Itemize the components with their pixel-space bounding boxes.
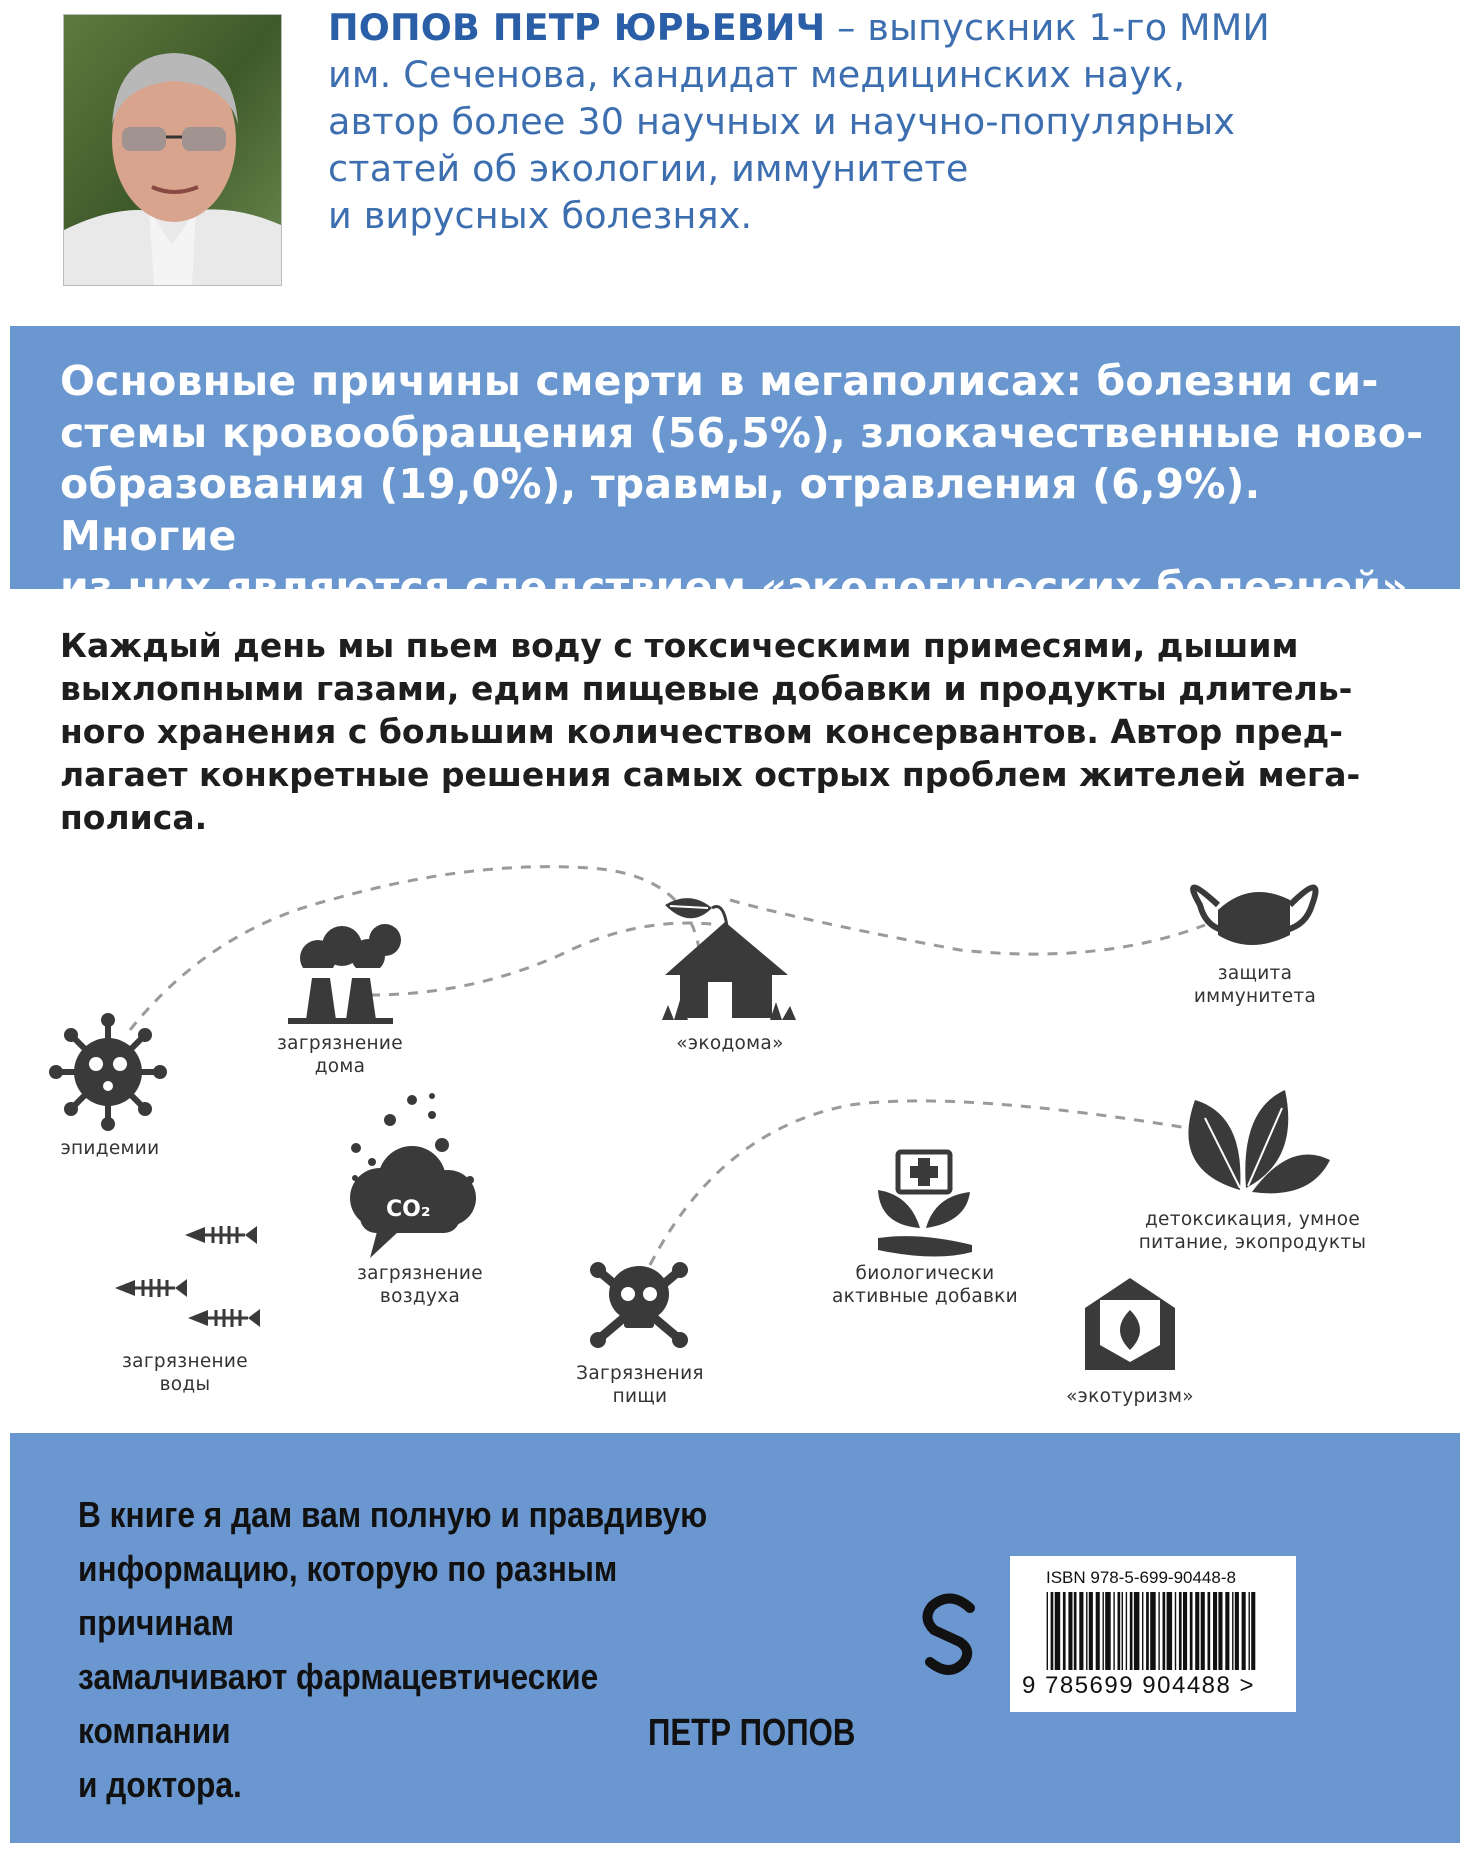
barcode-bar <box>1213 1592 1217 1670</box>
barcode-bar <box>1063 1592 1066 1670</box>
co2-label: CO₂ <box>386 1197 431 1222</box>
intro-paragraph <box>60 624 1450 839</box>
barcode-bar <box>1249 1592 1250 1670</box>
intro-line: полиса. <box>60 798 208 837</box>
label-line: Загрязнения <box>576 1363 704 1384</box>
infographic <box>0 840 1470 1425</box>
label-line: «экотуризм» <box>1066 1386 1194 1407</box>
label-ecotourism <box>1050 1385 1210 1408</box>
barcode-bar <box>1158 1592 1159 1670</box>
label-air-pollution <box>335 1262 505 1308</box>
barcode-bar <box>1235 1592 1239 1670</box>
author-bio-line: статей об экологии, иммунитете <box>328 147 969 190</box>
barcode-bar <box>1142 1592 1143 1670</box>
barcode-bar <box>1068 1592 1072 1670</box>
barcode-bar <box>1179 1592 1182 1670</box>
barcode-bar <box>1086 1592 1087 1670</box>
label-home-pollution <box>255 1032 425 1078</box>
barcode-bar <box>1150 1592 1156 1670</box>
barcode-bar <box>1134 1592 1140 1670</box>
stats-line: образования (19,0%), травмы, отравления (6,9%). Многие <box>60 460 1261 560</box>
stats-text <box>60 356 1450 614</box>
factory-icon <box>288 924 401 1024</box>
barcode-bar <box>1232 1592 1233 1670</box>
author-bio <box>328 4 1438 239</box>
barcode-bar <box>1163 1592 1166 1670</box>
intro-line: ного хранения с большим количеством консервантов. Автор пред- <box>60 712 1343 751</box>
barcode-bar <box>1126 1592 1127 1670</box>
label-detox <box>1135 1208 1370 1254</box>
label-line: пищи <box>612 1386 668 1407</box>
barcode-bar <box>1167 1592 1173 1670</box>
mask-icon <box>1193 888 1315 946</box>
label-line: «экодома» <box>676 1033 784 1054</box>
label-immunity <box>1165 962 1345 1008</box>
barcode-bar <box>1195 1592 1199 1670</box>
fish-skeleton-icon <box>115 1226 260 1327</box>
publisher-logo-icon <box>920 1590 982 1680</box>
label-eco-homes <box>640 1032 820 1055</box>
author-bio-line: и вирусных болезнях. <box>328 194 753 237</box>
barcode-bar <box>1079 1592 1083 1670</box>
dashed-path-top <box>130 867 700 1030</box>
eco-house-icon <box>662 898 796 1020</box>
author-quote <box>78 1488 747 1812</box>
barcode-bar <box>1175 1592 1176 1670</box>
barcode-digits: 9 785699 904488 > <box>1022 1672 1256 1699</box>
barcode-bar <box>1190 1592 1193 1670</box>
supplements-icon <box>878 1152 972 1257</box>
barcode-bar <box>1051 1592 1054 1670</box>
author-bio-line: – выпускник 1-го ММИ <box>825 6 1270 49</box>
author-photo <box>63 14 282 286</box>
barcode-bar <box>1251 1592 1255 1670</box>
barcode-bar <box>1130 1592 1133 1670</box>
skull-icon <box>590 1262 688 1348</box>
envelope-leaf-icon <box>1085 1278 1175 1370</box>
label-line: эпидемии <box>60 1138 160 1159</box>
barcode-bar <box>1113 1592 1114 1670</box>
barcode-bar <box>1146 1592 1149 1670</box>
label-supplements <box>815 1262 1035 1308</box>
label-line: воды <box>159 1374 211 1395</box>
barcode-bar <box>1089 1592 1093 1670</box>
intro-line: Каждый день мы пьем воду с токсическими примесями, дышим <box>60 626 1299 665</box>
virus-icon <box>49 1013 167 1131</box>
author-signature: ПЕТР ПОПОВ <box>648 1712 856 1754</box>
quote-line: и доктора. <box>78 1764 242 1805</box>
label-line: питание, экопродукты <box>1138 1232 1367 1253</box>
label-line: дома <box>314 1056 366 1077</box>
label-epidemics <box>40 1137 180 1160</box>
intro-line: лагает конкретные решения самых острых проблем жителей мега- <box>60 755 1361 794</box>
isbn-label: ISBN 978-5-699-90448-8 <box>1046 1568 1236 1587</box>
label-line: воздуха <box>379 1286 461 1307</box>
intro-line: выхлопными газами, едим пищевые добавки и продукты длитель- <box>60 669 1353 708</box>
barcode-bar <box>1208 1592 1211 1670</box>
barcode-bar <box>1218 1592 1222 1670</box>
barcode-bar <box>1118 1592 1121 1670</box>
label-line: биологически <box>855 1263 995 1284</box>
barcode-bar <box>1105 1592 1111 1670</box>
barcode-bar <box>1225 1592 1229 1670</box>
dashed-path-middle <box>370 923 720 995</box>
barcode-bar <box>1183 1592 1187 1670</box>
label-water-pollution <box>100 1350 270 1396</box>
quote-line: В книге я дам вам полную и правдивую <box>78 1494 708 1535</box>
stats-line: стемы кровообращения (56,5%), злокачественные ново- <box>60 408 1424 457</box>
barcode-icon <box>1022 1592 1284 1676</box>
label-line: защита <box>1217 963 1293 984</box>
author-name: ПОПОВ ПЕТР ЮРЬЕВИЧ <box>328 6 826 49</box>
label-line: детоксикация, умное <box>1144 1209 1361 1230</box>
barcode-bar <box>1201 1592 1205 1670</box>
barcode-bar <box>1103 1592 1104 1670</box>
barcode-bar <box>1074 1592 1077 1670</box>
barcode-bar <box>1122 1592 1123 1670</box>
barcode-bar <box>1055 1592 1061 1670</box>
stats-line: из них являются следствием «экологических болезней». <box>60 563 1424 611</box>
quote-line: информацию, которую по разным причинам <box>78 1548 618 1643</box>
label-line: загрязнение <box>277 1033 403 1054</box>
label-line: загрязнение <box>122 1351 248 1372</box>
leaves-icon <box>1188 1090 1330 1193</box>
label-food-pollution <box>555 1362 725 1408</box>
dashed-path-right <box>730 900 1205 954</box>
barcode-bar <box>1047 1592 1048 1670</box>
label-line: иммунитета <box>1193 986 1317 1007</box>
author-bio-line: им. Сеченова, кандидат медицинских наук, <box>328 53 1186 96</box>
author-bio-line: автор более 30 научных и научно-популярных <box>328 100 1236 143</box>
barcode-bar <box>1242 1592 1246 1670</box>
label-line: активные добавки <box>832 1286 1018 1307</box>
stats-line: Основные причины смерти в мегаполисах: болезни си- <box>60 357 1379 405</box>
quote-line: замалчивают фармацевтические компании <box>78 1656 599 1751</box>
barcode-bar <box>1096 1592 1100 1670</box>
label-line: загрязнение <box>357 1263 483 1284</box>
co2-cloud-icon <box>350 1093 476 1258</box>
